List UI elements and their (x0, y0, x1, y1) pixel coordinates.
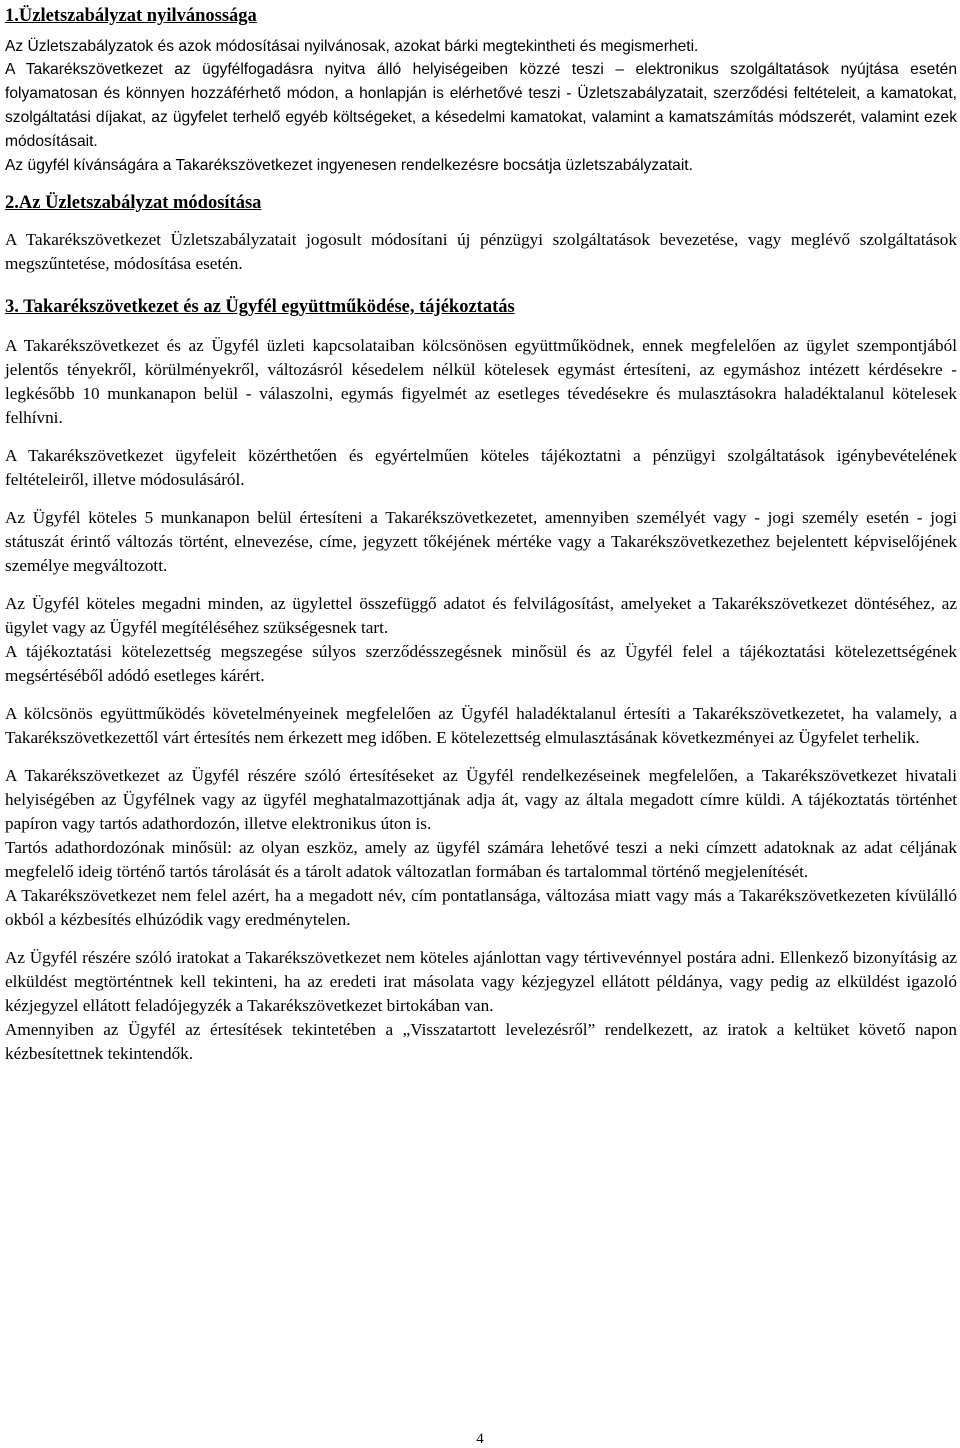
section-2-paragraph-1: A Takarékszövetkezet Üzletszabályzatait jogosult módosítani új pénzügyi szolgáltatások bevezetése, vagy meglévő szolgáltatások megszűntetése, módosítása esetén. (5, 230, 957, 273)
section-1-heading: 1.Üzletszabályzat nyilvánossága (5, 6, 257, 26)
section-3-paragraph-2: A Takarékszövetkezet ügyfeleit közérthetően és egyértelműen köteles tájékoztatni a pénzügyi szolgáltatások igénybevételének feltételeiről, illetve módosulásáról. (5, 446, 957, 489)
section-3-paragraph-7: A Takarékszövetkezet az Ügyfél részére szóló értesítéseket az Ügyfél rendelkezéseinek megfelelően, a Takarékszövetkezet hivatali helyiségében az Ügyfélnek vagy az ügyfél meghatalmazottjának adja át, vagy az általa megadott címre küldi. A tájékoztatás történhet papíron vagy tartós adathordozón, illetve elektronikus úton is. (5, 766, 957, 833)
section-1-paragraph-2: A Takarékszövetkezet az ügyfélfogadásra nyitva álló helyiségeiben közzé teszi – elektronikus szolgáltatások nyújtása esetén folyamatosan és könnyen hozzáférhető módon, a honlapján is elérhetővé teszi - Üzletszabályzatait, szerződési feltételeit, a kamatokat, szolgáltatási díjakat, az ügyfelet terhelő egyéb költségeket, a késedelmi kamatokat, valamint a kamatszámítás módszerét, valamint ezek módosításait. (5, 61, 957, 150)
section-2-heading: 2.Az Üzletszabályzat módosítása (5, 193, 262, 213)
section-3-paragraph-9: A Takarékszövetkezet nem felel azért, ha a megadott név, cím pontatlansága, változása miatt vagy más a Takarékszövetkezeten kívülálló okból a kézbesítés elhúzódik vagy eredménytelen. (5, 886, 957, 929)
section-3-paragraph-6: A kölcsönös együttműködés követelményeinek megfelelően az Ügyfél haladéktalanul értesíti a Takarékszövetkezetet, ha valamely, a Takarékszövetkezettől várt értesítés nem érkezett meg időben. E kötelezettség elmulasztásának következményei az Ügyfelet terhelik. (5, 704, 957, 747)
section-3-paragraph-10: Az Ügyfél részére szóló iratokat a Takarékszövetkezet nem köteles ajánlottan vagy tértivevénnyel postára adni. Ellenkező bizonyításig az elküldést megtörténtnek kell tekinteni, ha az eredeti irat másolata vagy kézjegyzel ellátott példánya, vagy pedig az elküldést igazoló kézjegyzel ellátott feladójegyzék a Takarékszövetkezet birtokában van. (5, 948, 957, 1015)
section-3-paragraph-8: Tartós adathordozónak minősül: az olyan eszköz, amely az ügyfél számára lehetővé teszi a neki címzett adatoknak az adat céljának megfelelő ideig történő tartós tárolását és a tárolt adatok változatlan formában és tartalommal történő megjelenítését. (5, 838, 957, 881)
section-1-paragraph-1: Az Üzletszabályzatok és azok módosításai nyilvánosak, azokat bárki megtekintheti és megismerheti. (5, 38, 699, 55)
page-number: 4 (476, 1431, 484, 1447)
section-1-paragraph-3: Az ügyfél kívánságára a Takarékszövetkezet ingyenesen rendelkezésre bocsátja üzletszabályzatait. (5, 157, 693, 174)
document-page (5, 3, 957, 1066)
section-3-paragraph-11: Amennyiben az Ügyfél az értesítések tekintetében a „Visszatartott levelezésről” rendelkezett, az iratok a keltüket követő napon kézbesítettnek tekintendők. (5, 1020, 957, 1063)
section-3-paragraph-4: Az Ügyfél köteles megadni minden, az ügylettel összefüggő adatot és felvilágosítást, amelyeket a Takarékszövetkezet döntéséhez, az ügylet vagy az Ügyfél megítéléséhez szükségesnek tart. (5, 594, 957, 637)
section-3-paragraph-5: A tájékoztatási kötelezettség megszegése súlyos szerződésszegésnek minősül és az Ügyfél felel a tájékoztatási kötelezettségének megsértéséből adódó esetleges kárért. (5, 642, 957, 685)
section-3-paragraph-3: Az Ügyfél köteles 5 munkanapon belül értesíteni a Takarékszövetkezetet, amennyiben személyét vagy - jogi személy esetén - jogi státuszát érintő változás történt, elnevezése, címe, jegyzett tőkéjének mértéke vagy a Takarékszövetkezethez bejelentett képviselőjének személye megváltozott. (5, 508, 957, 575)
section-3-paragraph-1: A Takarékszövetkezet és az Ügyfél üzleti kapcsolataiban kölcsönösen együttműködnek, ennek megfelelően az ügylet szempontjából jelentős tényekről, körülményekről, változásról késedelem nélkül kötelesek egymást értesíteni, az egymáshoz intézett kérdésekre - legkésőbb 10 munkanapon belül - válaszolni, egymás figyelmét az esetleges tévedésekre és mulasztásokra haladéktalanul kötelesek felhívni. (5, 336, 957, 427)
section-3-heading: 3. Takarékszövetkezet és az Ügyfél együttműködése, tájékoztatás (5, 297, 515, 317)
